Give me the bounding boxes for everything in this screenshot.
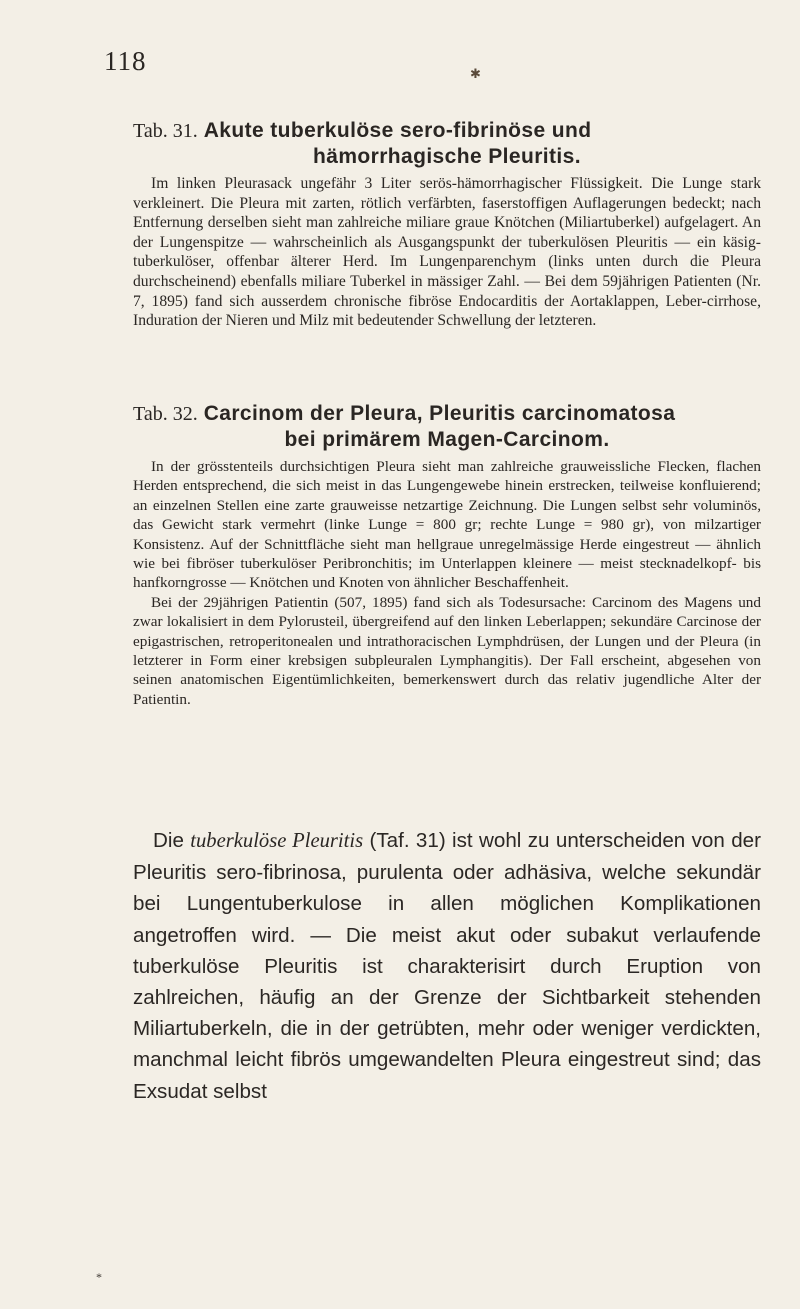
- plate-32-description-2: Bei der 29jährigen Patientin (507, 1895) fand sich als Todesursache: Carcinom des Magens und zwar lokalisiert in dem Pylorusteil, übergreifend auf den linken Leberlappen; sekundäre Carcinose der epigastrischen, retroperitonealen und intrathoracischen Lymphdrüsen, der Lungen und der Pleura (in letzterer in Form einer krebsigen subpleuralen Lymphangitis). Der Fall erscheint, abgesehen von seinen anatomischen Eigentümlichkeiten, bemerkenswert durch das relativ jugendliche Alter der Patientin.: [133, 593, 761, 708]
- plate-32-label: Tab. 32.: [133, 403, 198, 425]
- plate-31-caption: [133, 117, 761, 331]
- plate-31-title-line2: hämorrhagische Pleuritis.: [313, 145, 581, 168]
- plate-32-title-line1: Carcinom der Pleura, Pleuritis carcinomatosa: [203, 402, 676, 425]
- plate-31-title-line1: Akute tuberkulöse sero-fibrinöse und: [203, 119, 592, 142]
- main-body-text: [133, 825, 761, 1107]
- plate-31-heading: [133, 117, 761, 170]
- main-text-content: (Taf. 31) ist wohl zu unterscheiden von der Pleuritis sero-fibrinosa, purulenta oder adhäsiva, welche sekundär bei Lungentuberkulose in allen möglichen Komplikationen angetroffen wird. — Die meist akut oder subakut verlaufende tuberkulöse Pleuritis ist charakterisirt durch Eruption von zahlreichen, häufig an der Grenze der Sichtbarkeit stehenden Miliartuberkeln, die in der getrübten, mehr oder weniger verdickten, manchmal leicht fibrös umgewandelten Pleura eingestreut sind; das Exsudat selbst: [133, 829, 761, 1103]
- footer-mark: *: [96, 1270, 102, 1284]
- plate-32-caption: [133, 400, 761, 709]
- plate-32-heading: [133, 400, 761, 453]
- page-number: 118: [104, 46, 147, 76]
- plate-32-description-1: In der grösstenteils durchsichtigen Pleura sieht man zahlreiche grauweissliche Flecken, flachen Herden entsprechend, die sich meist in das Lungengewebe hinein erstrecken, teilweise konfluierend; an einzelnen Stellen eine zarte grauweisse netzartige Zeichnung. Die Lungen selbst sehr voluminös, das Gewicht stark vermehrt (linke Lunge = 800 gr; rechte Lunge = 980 gr), von milzartiger Konsistenz. Auf der Schnittfläche sieht man hellgraue unregelmässige Herde eingestreut — ähnlich wie bei fibröser tuberkulöser Peribronchitis; im Unterlappen kleinere — meist stecknadelkopf- bis hanfkorngrosse — Knötchen und Knoten von ähnlicher Beschaffenheit.: [133, 458, 761, 592]
- main-text-prefix: Die: [153, 829, 184, 852]
- main-text-emphasis: tuberkulöse Pleuritis: [190, 830, 364, 852]
- plate-31-label: Tab. 31.: [133, 120, 198, 142]
- ink-mark: ✱: [470, 66, 481, 81]
- plate-31-description: Im linken Pleurasack ungefähr 3 Liter serös-hämorrhagischer Flüssigkeit. Die Lunge stark verkleinert. Die Pleura mit zarten, rötlich verfärbten, faserstoffigen Auflagerungen bedeckt; nach Entfernung derselben sieht man zahlreiche miliare graue Knötchen (Miliartuberkel) aufgelagert. An der Lungenspitze — wahrscheinlich als Ausgangspunkt der tuberkulösen Pleuritis — ein käsig-tuberkulöser, offenbar älterer Herd. Im Lungenparenchym (links unten durch die Pleura durchscheinend) ebenfalls miliare Tuberkel in mässiger Zahl. — Bei dem 59jährigen Patienten (Nr. 7, 1895) fand sich ausserdem chronische fibröse Endocarditis der Aortaklappen, Leber-cirrhose, Induration der Nieren und Milz mit bedeutender Schwellung der letzteren.: [133, 175, 761, 330]
- plate-32-title-line2: bei primärem Magen-Carcinom.: [284, 428, 610, 451]
